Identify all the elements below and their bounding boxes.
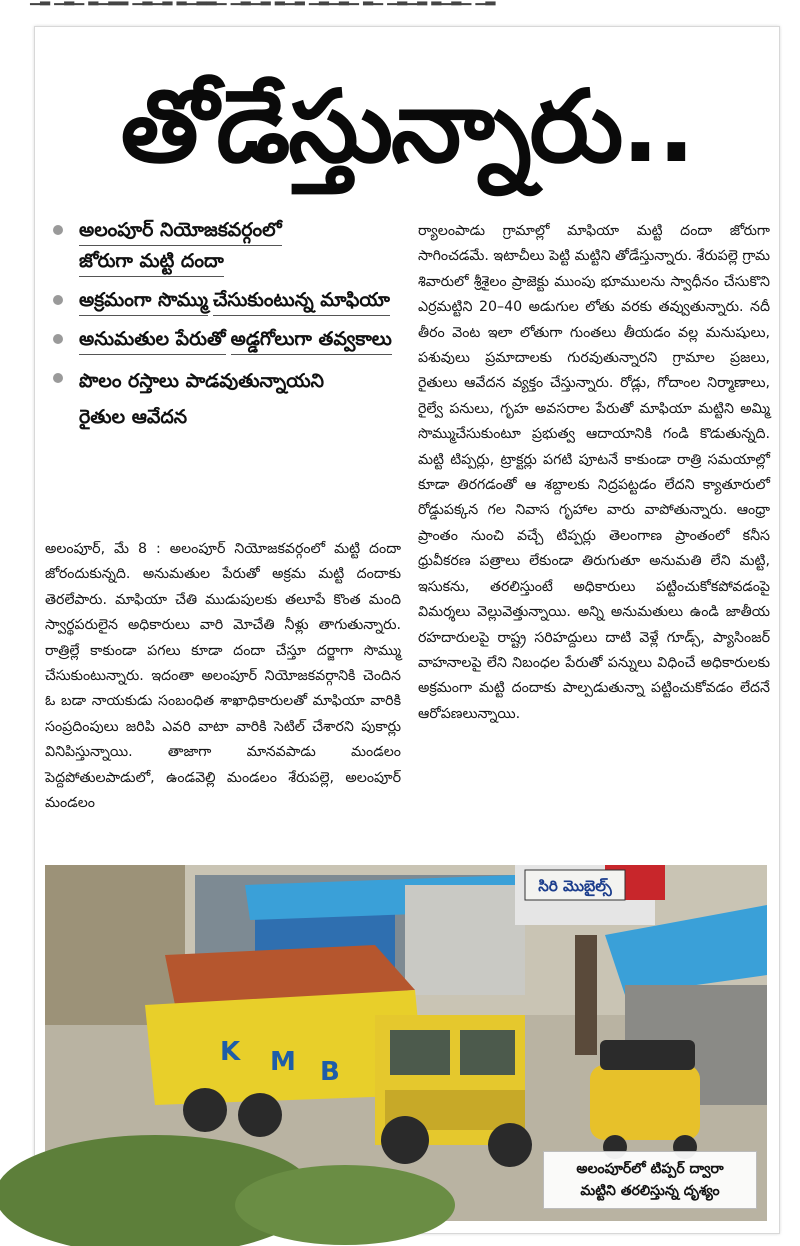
truck-letter: B (320, 1057, 340, 1087)
headline: తోడేస్తున్నారు.. (120, 68, 694, 185)
article-body-right-column (418, 219, 770, 727)
shop-sign-text: సిరి మొబైల్స్ (538, 877, 612, 895)
truck-letter: M (270, 1047, 296, 1077)
bullet-dot-icon (53, 225, 63, 235)
bullet-line: అలంపూర్ నియోజకవర్గంలో (79, 215, 282, 246)
photo-caption-line: అలంపూర్‌లో టిప్పర్ ద్వారా (576, 1161, 724, 1177)
bullet-line: అనుమతుల పేరుతో (79, 324, 226, 355)
bullet-item (45, 324, 405, 355)
bullet-dot-icon (53, 295, 63, 305)
bullet-item (45, 215, 405, 277)
bullet-line: అడ్డగోలుగా తవ్వకాలు (231, 324, 392, 355)
previous-article-cut-text (0, 0, 800, 16)
bullet-line: చేసుకుంటున్న మాఫియా (213, 285, 390, 316)
bullet-item (45, 285, 405, 316)
bullet-dot-icon (53, 334, 63, 344)
bullet-line: రైతుల ఆవేదన (79, 406, 188, 428)
bullet-line: పొలం రస్తాలు పాడవుతున్నాయని (79, 370, 325, 392)
body-paragraph: అలంపూర్, మే 8 : అలంపూర్ నియోజకవర్గంలో మట్టి దందా జోరందుకున్నది. అనుమతుల పేరుతో అక్రమ మట్టి దందాకు తెరలేపారు. మాఫియా చేతి ముడుపులకు తలూపే కొంత మంది స్వార్థపరులైన అధికారులు వారి మోచేతి నీళ్లు తాగుతున్నారు. రాత్రిల్లే కాకుండా పగలు కూడా దందా చేస్తూ దర్జాగా సొమ్ము చేసుకుంటున్నారు. ఇదంతా అలంపూర్ నియోజకవర్గానికి చెందిన ఓ బడా నాయకుడు సంబంధిత శాఖాధికారులతో మాఫియా వారికి సంప్రదింపులు జరిపి ఎవరి వాటా వారికి సెటిల్ చేశారని పుకార్లు వినిపిస్తున్నాయి. తాజాగా మానవపాడు మండలం పెద్దపోతులపాడులో, ఉండవెల్లి మండలం శేరుపల్లె, అలంపూర్ మండలం (45, 541, 401, 812)
truck-letter: K (220, 1037, 241, 1067)
photo-caption (543, 1151, 757, 1209)
bullet-line: జోరుగా మట్టి దందా (79, 246, 224, 277)
bullet-list (45, 215, 405, 443)
bullet-line: అక్రమంగా సొమ్ము (79, 285, 208, 316)
article-body-left-column (45, 537, 401, 816)
article-photo (45, 865, 767, 1221)
bullet-dot-icon (53, 373, 63, 383)
bullet-item (45, 363, 405, 435)
body-paragraph: ర్యాలంపాడు గ్రామాల్లో మాఫియా మట్టి దందా జోరుగా సాగించడమే. ఇటాచీలు పెట్టి మట్టిని తోడేస్తున్నారు. శేరుపల్లె గ్రామ శివారులో శ్రీశైలం ప్రాజెక్టు ముంపు భూములను స్వాధీనం చేసుకొని ఎర్రమట్టిని 20–40 అడుగుల లోతు వరకు తవ్వుతున్నారు. నదీ తీరం వెంట ఇలా లోతుగా గుంతలు తీయడం వల్ల మనుషులు, పశువులు ప్రమాదాలకు గురవుతున్నారని గ్రామాల ప్రజలు, రైతులు ఆవేదన వ్యక్తం చేస్తున్నారు. రోడ్లు, గోదాంల నిర్మాణాలు, రైల్వే పనులు, గృహ అవసరాల పేరుతో మాఫియా మట్టిని అమ్మి సొమ్ముచేసుకుంటూ ప్రభుత్వ ఆదాయానికి గండి కొడుతున్నది. మట్టి టిప్పర్లు, ట్రాక్టర్లు పగటి పూటనే కాకుండా రాత్రి సమయాల్లో కూడా తిరగడంతో ఆ శబ్దాలకు నిద్రపట్టడం లేదని క్యాతూరులో రోడ్డుపక్కన గల నివాస గృహాల వారు వాపోతున్నారు. ఆంధ్రా ప్రాంతం నుంచి వచ్చే టిప్పర్లు తెలంగాణ ప్రాంతంలో కనీస ధ్రువీకరణ పత్రాలు లేకుండా తిరుగుతూ అనుమతి లేని మట్టి, ఇసుకను, తరలిస్తుంటే అధికారులు పట్టించుకోకపోవడంపై విమర్శలు వెల్లువెత్తున్నాయి. అన్ని అనుమతులు ఉండి జాతీయ రహదారులపై రాష్ట్ర సరిహద్దులు దాటి వెళ్లే గూడ్స్, ప్యాసింజర్ వాహనాలపై లేని నిబంధల పేరుతో పన్నులు విధించే అధికారులకు అక్రమంగా మట్టి దందాకు పాల్పడుతున్నా పట్టించుకోవడం లేదనే ఆరోపణలున్నాయి. (418, 223, 770, 722)
news-article (34, 26, 780, 1234)
photo-caption-line: మట్టిని తరలిస్తున్న దృశ్యం (580, 1183, 720, 1199)
